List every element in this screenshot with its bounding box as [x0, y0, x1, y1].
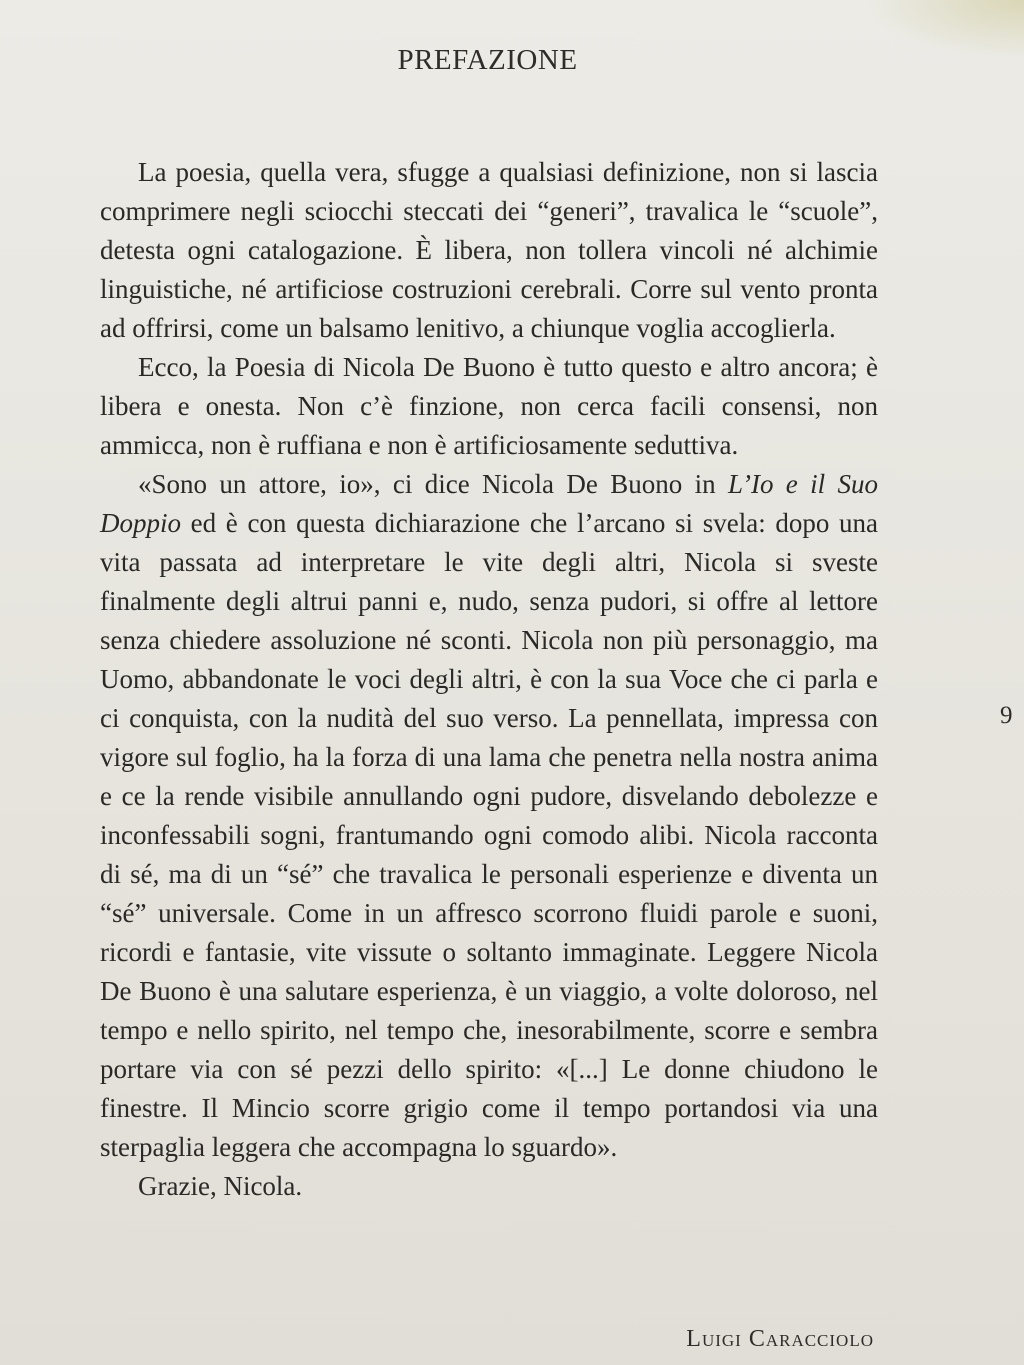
paragraph-3 — [100, 465, 878, 1167]
author-signature: Luigi Caracciolo — [686, 1326, 874, 1352]
closing-line: Grazie, Nicola. — [138, 1171, 303, 1201]
paragraph-1: La poesia, quella vera, sfugge a qualsiasi definizione, non si lascia comprimere negli sciocchi steccati dei “generi”, travalica le “scuole”, detesta ogni catalogazione. È libera, non tollera vincoli né alchimie linguistiche, né artificiose costruzioni cerebrali. Corre sul vento pronta ad offrirsi, come un balsamo lenitivo, a chiunque voglia accoglierla. — [100, 157, 878, 343]
paragraph-3-rest: ed è con questa dichiarazione che l’arcano si svela: dopo una vita passata ad interpretare le vite degli altri, Nicola si sveste finalmente degli altrui panni e, nudo, senza pudori, si offre al lettore senza chiedere assoluzione né sconti. Nicola non più personaggio, ma Uomo, abbandonate le voci degli altri, è con la sua Voce che ci parla e ci conquista, con la nudità del suo verso. La pennellata, impressa con vigore sul foglio, ha la forza di una lama che penetra nella nostra anima e ce la rende visibile annullando ogni pudore, disvelando debolezze e inconfessabili sogni, frantumando ogni comodo alibi. Nicola racconta di sé, ma di un “sé” che travalica le personali esperienze e diventa un “sé” universale. Come in un affresco scorrono fluidi parole e suoni, ricordi e fantasie, vite vissute o soltanto immaginate. Leggere Nicola De Buono è una salutare esperienza, è un viaggio, a volte doloroso, nel tempo e nello spirito, nel tempo che, inesorabilmente, scorre e sembra portare via con sé pezzi dello spirito: «[...] Le donne chiudono le finestre. Il Mincio scorre grigio come il tempo portandosi via una sterpaglia leggera che accompagna lo sguardo». — [100, 508, 878, 1162]
preface-body — [100, 153, 878, 1206]
paragraph-3-intro: «Sono un attore, io», ci dice Nicola De Buono in — [138, 469, 728, 499]
paragraph-2: Ecco, la Poesia di Nicola De Buono è tutto questo e altro ancora; è libera e onesta. Non c’è finzione, non cerca facili consensi, non ammicca, non è ruffiana e non è artificiosamente seduttiva. — [100, 352, 878, 460]
page-title: PREFAZIONE — [397, 44, 578, 76]
page-number: 9 — [1000, 702, 1013, 729]
book-title-italic: L’Io e il Suo Doppio — [100, 469, 879, 538]
